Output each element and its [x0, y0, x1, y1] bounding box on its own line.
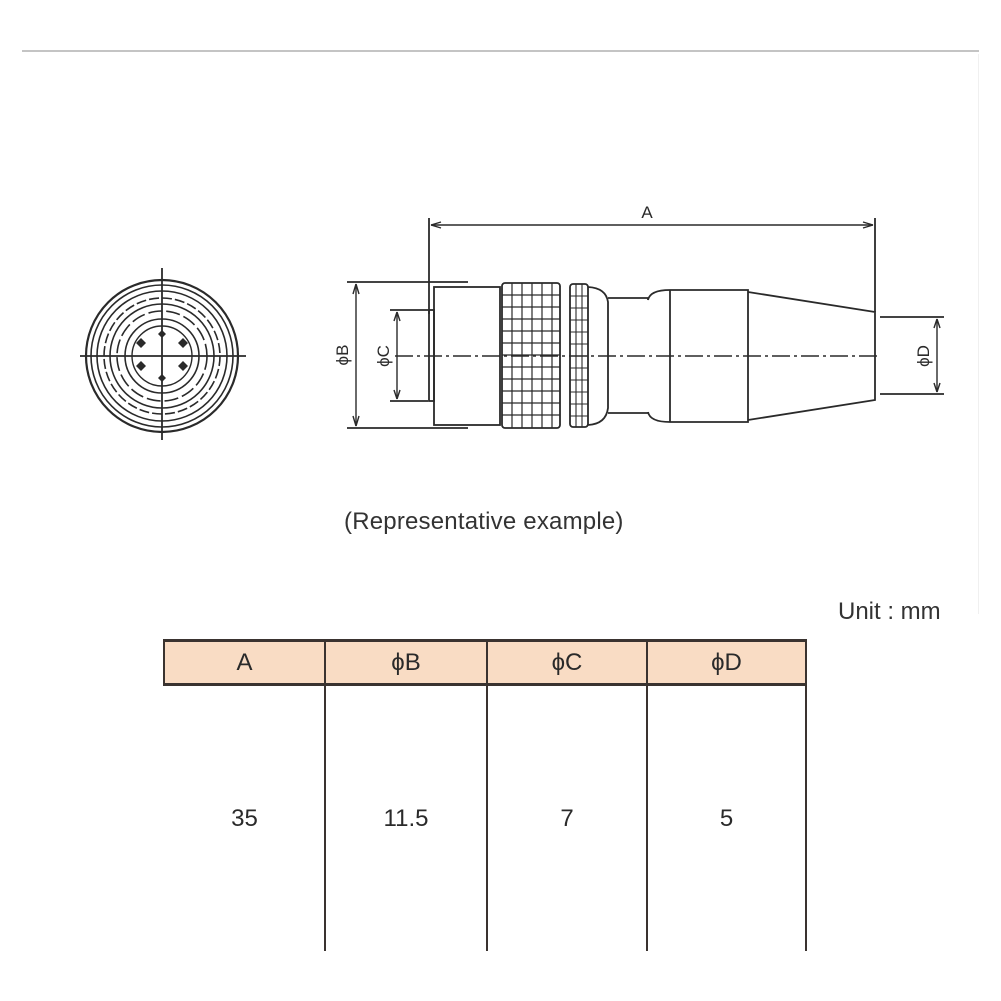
table-row: [164, 685, 806, 952]
cell-b: 11.5: [325, 685, 487, 952]
dim-label-b: ϕB: [333, 344, 352, 366]
header-d: ϕD: [647, 641, 806, 685]
connector-drawing: [0, 0, 1001, 500]
dim-label-c: ϕC: [374, 345, 393, 367]
header-b: ϕB: [325, 641, 487, 685]
unit-label: Unit : mm: [838, 598, 941, 625]
dim-label-a: A: [641, 203, 653, 222]
dim-label-d: ϕD: [914, 345, 933, 367]
drawing-caption: (Representative example): [344, 508, 624, 535]
side-view-icon: [347, 218, 944, 428]
header-a: A: [164, 641, 325, 685]
front-view-icon: [80, 268, 246, 440]
cell-c: 7: [487, 685, 647, 952]
cell-d: 5: [647, 685, 806, 952]
dimension-table: [163, 639, 807, 951]
cell-a: 35: [164, 685, 325, 952]
table-header-row: [164, 641, 806, 685]
header-c: ϕC: [487, 641, 647, 685]
